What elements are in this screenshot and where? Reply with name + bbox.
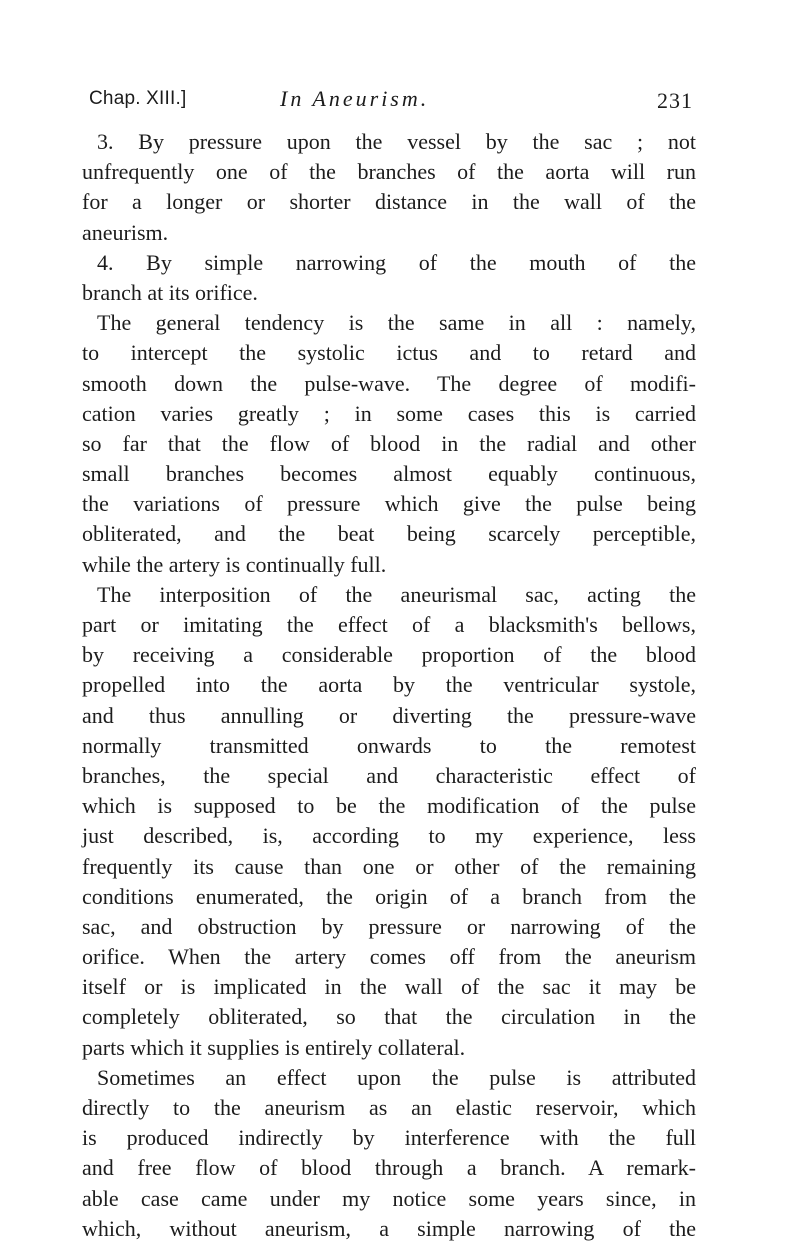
- text-line: propelled into the aorta by the ventricular systole,: [82, 672, 696, 698]
- text-line: branches, the special and characteristic effect of: [82, 762, 696, 788]
- text-line: for a longer or shorter distance in the wall of the: [82, 189, 696, 215]
- running-header: [89, 86, 693, 122]
- text-line: itself or is implicated in the wall of the sac it may be: [82, 974, 696, 1000]
- text-line: by receiving a considerable proportion of the blood: [82, 642, 696, 668]
- text-line: completely obliterated, so that the circulation in the: [82, 1004, 696, 1030]
- text-line: and thus annulling or diverting the pressure-wave: [82, 702, 696, 728]
- page-number: 231: [657, 88, 693, 113]
- text-line: directly to the aneurism as an elastic reservoir, which: [82, 1095, 696, 1120]
- text-line: The general tendency is the same in all : namely,: [97, 310, 696, 336]
- text-line: which is supposed to be the modification of the pulse: [82, 793, 696, 819]
- text-line: so far that the flow of blood in the radial and other: [82, 430, 696, 456]
- text-line: part or imitating the effect of a blacksmith's bellows,: [82, 612, 696, 637]
- running-title: In Aneurism.: [280, 86, 430, 111]
- text-line: while the artery is continually full.: [82, 551, 387, 577]
- text-line: aneurism.: [82, 219, 169, 245]
- text-line: branch at its orifice.: [82, 279, 258, 305]
- text-line: Sometimes an effect upon the pulse is attributed: [97, 1064, 696, 1090]
- page-body: [82, 127, 696, 1244]
- chapter-reference: Chap. XIII.]: [89, 88, 187, 109]
- text-line: sac, and obstruction by pressure or narrowing of the: [82, 913, 696, 939]
- text-line: small branches becomes almost equably continuous,: [82, 461, 696, 487]
- text-line: able case came under my notice some years since, in: [82, 1185, 696, 1211]
- text-line: smooth down the pulse-wave. The degree of modifi-: [82, 370, 696, 396]
- text-line: 4. By simple narrowing of the mouth of the: [97, 249, 696, 275]
- text-line: just described, is, according to my experience, less: [82, 823, 696, 849]
- text-line: 3. By pressure upon the vessel by the sac ; not: [97, 129, 696, 154]
- text-line: frequently its cause than one or other of the remaining: [82, 853, 696, 879]
- text-line: is produced indirectly by interference with the full: [82, 1125, 696, 1151]
- text-line: unfrequently one of the branches of the aorta will run: [82, 159, 696, 185]
- text-line: which, without aneurism, a simple narrowing of the: [82, 1215, 696, 1241]
- text-line: obliterated, and the beat being scarcely perceptible,: [82, 521, 696, 547]
- text-line: normally transmitted onwards to the remotest: [82, 732, 696, 758]
- text-line: The interposition of the aneurismal sac, acting the: [97, 581, 696, 607]
- text-line: and free flow of blood through a branch. A remark-: [82, 1155, 696, 1181]
- text-line: conditions enumerated, the origin of a branch from the: [82, 883, 696, 909]
- text-line: orifice. When the artery comes off from the aneurism: [82, 944, 696, 970]
- text-line: cation varies greatly ; in some cases this is carried: [82, 400, 696, 426]
- text-line: the variations of pressure which give the pulse being: [82, 491, 696, 517]
- text-line: to intercept the systolic ictus and to retard and: [82, 340, 696, 366]
- text-line: parts which it supplies is entirely collateral.: [82, 1034, 466, 1060]
